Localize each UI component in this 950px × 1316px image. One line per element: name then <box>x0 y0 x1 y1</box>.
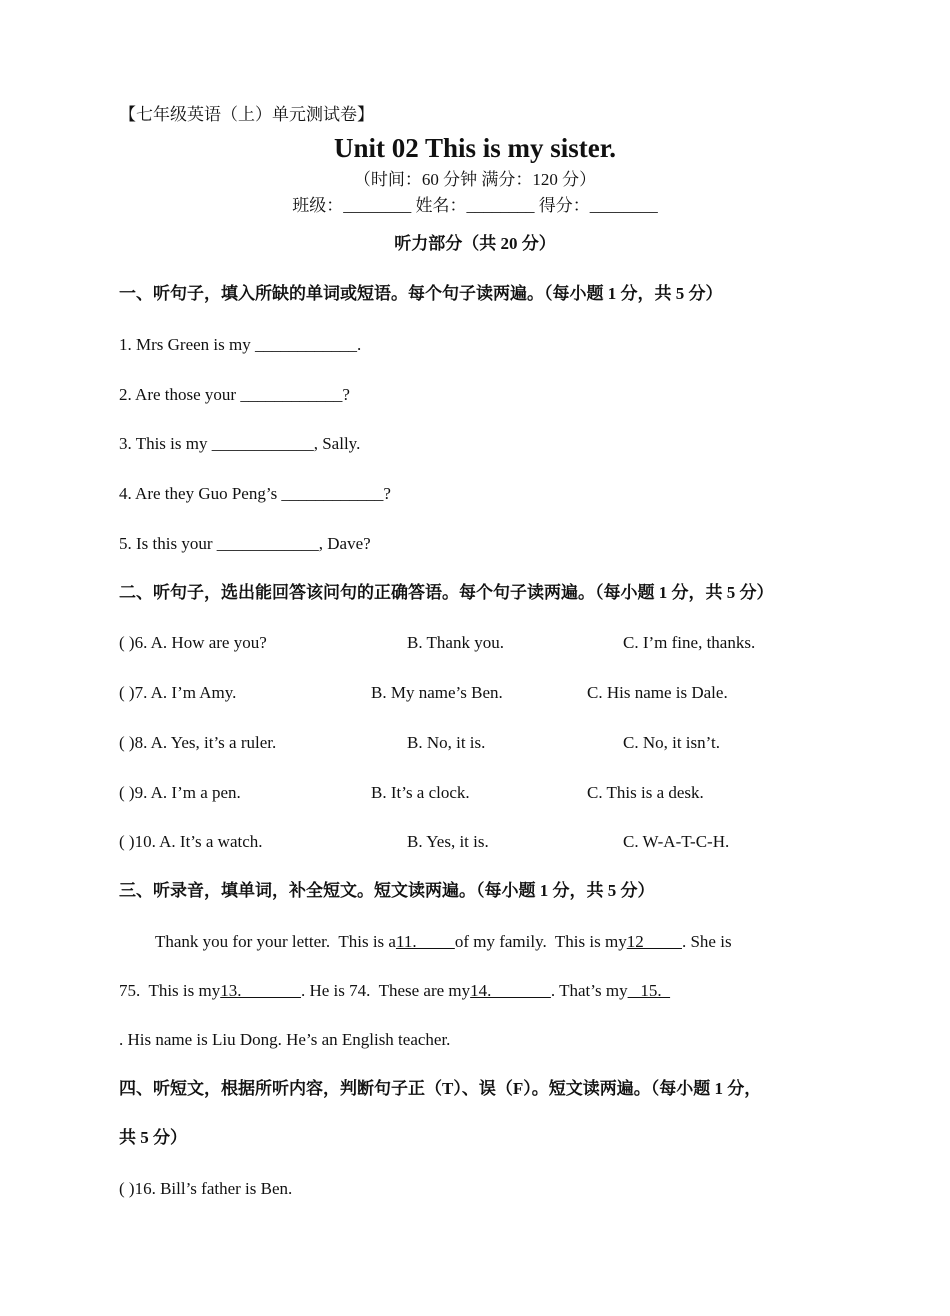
blank-11: 11. <box>395 932 455 951</box>
question-stem: ( )16. Bill’s father is Ben. <box>119 1179 293 1198</box>
student-info: 班级：________ 姓名：________ 得分：________ <box>292 196 658 215</box>
question-stem: ( )10. A. It’s a watch. <box>119 832 263 851</box>
blank-15: 15. <box>627 981 671 1000</box>
passage-text: of my family. This is my <box>454 932 627 951</box>
section2-heading: 二、听句子，选出能回答该问句的正确答语。每个句子读两遍。（每小题 1 分，共 5 分） <box>119 583 774 602</box>
section1-item: 3. This is my ____________, Sally. <box>119 434 361 453</box>
option-c: C. No, it isn’t. <box>623 733 720 752</box>
blank-12: 12 <box>626 932 682 951</box>
option-b: B. Yes, it is. <box>407 832 489 851</box>
blank-14: 14. <box>470 981 551 1000</box>
option-b: B. It’s a clock. <box>371 783 470 802</box>
option-c: C. This is a desk. <box>587 783 704 802</box>
question-stem: ( )8. A. Yes, it’s a ruler. <box>119 733 277 752</box>
option-b: B. My name’s Ben. <box>371 683 503 702</box>
passage-line <box>155 933 732 950</box>
passage-text: Thank you for your letter. This is a <box>155 932 396 951</box>
section3-heading: 三、听录音，填单词，补全短文。短文读两遍。（每小题 1 分，共 5 分） <box>119 881 655 900</box>
section4-heading: 四、听短文，根据所听内容，判断句子正（T）、误（F）。短文读两遍。（每小题 1 分， <box>119 1079 762 1098</box>
question-stem: ( )7. A. I’m Amy. <box>119 683 237 702</box>
section1-item: 4. Are they Guo Peng’s ____________? <box>119 484 391 503</box>
option-b: B. No, it is. <box>407 733 486 752</box>
section1-item: 2. Are those your ____________? <box>119 385 350 404</box>
passage-line: . His name is Liu Dong. He’s an English teacher. <box>119 1030 451 1049</box>
listening-part-heading: 听力部分（共 20 分） <box>394 234 556 253</box>
blank-13: 13. <box>220 981 301 1000</box>
exam-info: （时间：60 分钟 满分：120 分） <box>353 170 597 189</box>
option-c: C. His name is Dale. <box>587 683 728 702</box>
series-label: 【七年级英语（上）单元测试卷】 <box>119 105 374 124</box>
page-title: Unit 02 This is my sister. <box>333 133 617 163</box>
option-b: B. Thank you. <box>407 633 504 652</box>
question-stem: ( )9. A. I’m a pen. <box>119 783 241 802</box>
section1-item: 5. Is this your ____________, Dave? <box>119 534 371 553</box>
option-c: C. W-A-T-C-H. <box>623 832 730 851</box>
section1-heading: 一、听句子，填入所缺的单词或短语。每个句子读两遍。（每小题 1 分，共 5 分） <box>119 284 723 303</box>
option-c: C. I’m fine, thanks. <box>623 633 756 652</box>
question-stem: ( )6. A. How are you? <box>119 633 267 652</box>
passage-text: 75. This is my <box>119 981 221 1000</box>
passage-text: . She is <box>681 932 732 951</box>
section4-heading-cont: 共 5 分） <box>119 1128 187 1147</box>
section1-item: 1. Mrs Green is my ____________. <box>119 335 362 354</box>
passage-line <box>119 982 670 999</box>
passage-text: . That’s my <box>550 981 628 1000</box>
passage-text: . He is 74. These are my <box>300 981 471 1000</box>
